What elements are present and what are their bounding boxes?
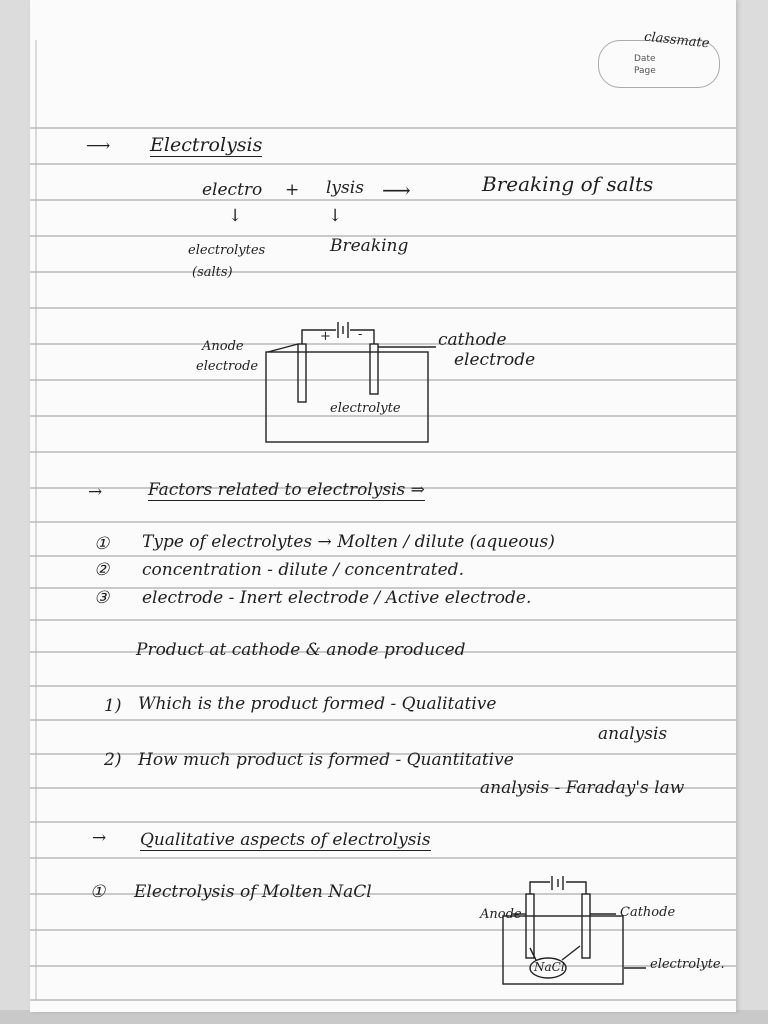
item-2-num: ②: [94, 560, 110, 580]
item-molten-text: Electrolysis of Molten NaCl: [134, 882, 372, 902]
down-arrow-a: ↓: [228, 206, 243, 226]
q2-text: How much product is formed - Quantitative: [138, 750, 514, 770]
word-lysis: lysis: [326, 178, 364, 198]
heading-factors: Factors related to electrolysis ⇒: [148, 480, 425, 500]
electrolytic-cell-diagram: [266, 322, 436, 442]
q1-num: 1): [104, 696, 122, 716]
arrow-bullet: ⟶: [86, 136, 111, 156]
item-molten-num: ①: [90, 882, 106, 902]
anode-label-2nd: Anode: [480, 907, 522, 922]
nacl-label: NaCl: [534, 960, 565, 974]
item-3-num: ③: [94, 588, 110, 608]
electrolyte-label: electrolyte: [330, 401, 401, 416]
cathode-label-2: electrode: [454, 350, 536, 370]
arrow-meaning: ⟶: [382, 178, 411, 202]
plus-sign: +: [285, 180, 300, 200]
q1-cont: analysis: [598, 724, 668, 744]
item-2-text: concentration - dilute / concentrated.: [142, 560, 464, 580]
arrow-bullet-2: →: [88, 482, 103, 502]
product-line: Product at cathode & anode produced: [136, 640, 466, 660]
heading-qualitative: Qualitative aspects of electrolysis: [140, 830, 431, 850]
meaning-text: Breaking of salts: [482, 172, 654, 196]
brand-name: classmate: [643, 29, 711, 52]
gloss-breaking: Breaking: [330, 236, 409, 256]
cathode-label: cathode: [438, 330, 507, 350]
arrow-bullet-3: →: [92, 828, 107, 848]
gloss-electrolytes: electrolytes: [188, 243, 266, 258]
item-1-text: Type of electrolytes → Molten / dilute (aqueous): [142, 532, 555, 552]
q2-cont: analysis - Faraday's law: [480, 778, 685, 798]
word-electro: electro: [202, 180, 263, 200]
gloss-salts: (salts): [192, 265, 233, 280]
heading-electrolysis: Electrolysis: [150, 134, 263, 156]
anode-label: Anode: [202, 339, 244, 354]
item-1-num: ①: [94, 534, 110, 554]
anode-label-2: electrode: [196, 359, 259, 374]
item-3-text: electrode - Inert electrode / Active electrode.: [142, 588, 532, 608]
plus-terminal: +: [320, 329, 331, 344]
page-label: Page: [634, 66, 656, 76]
q2-num: 2): [104, 750, 122, 770]
q1-text: Which is the product formed - Qualitative: [138, 694, 497, 714]
electrolyte-label-2nd: electrolyte.: [650, 957, 725, 972]
date-label: Date: [634, 54, 656, 64]
down-arrow-b: ↓: [328, 206, 343, 226]
cathode-label-2nd: Cathode: [620, 905, 676, 920]
minus-terminal: -: [358, 327, 363, 342]
